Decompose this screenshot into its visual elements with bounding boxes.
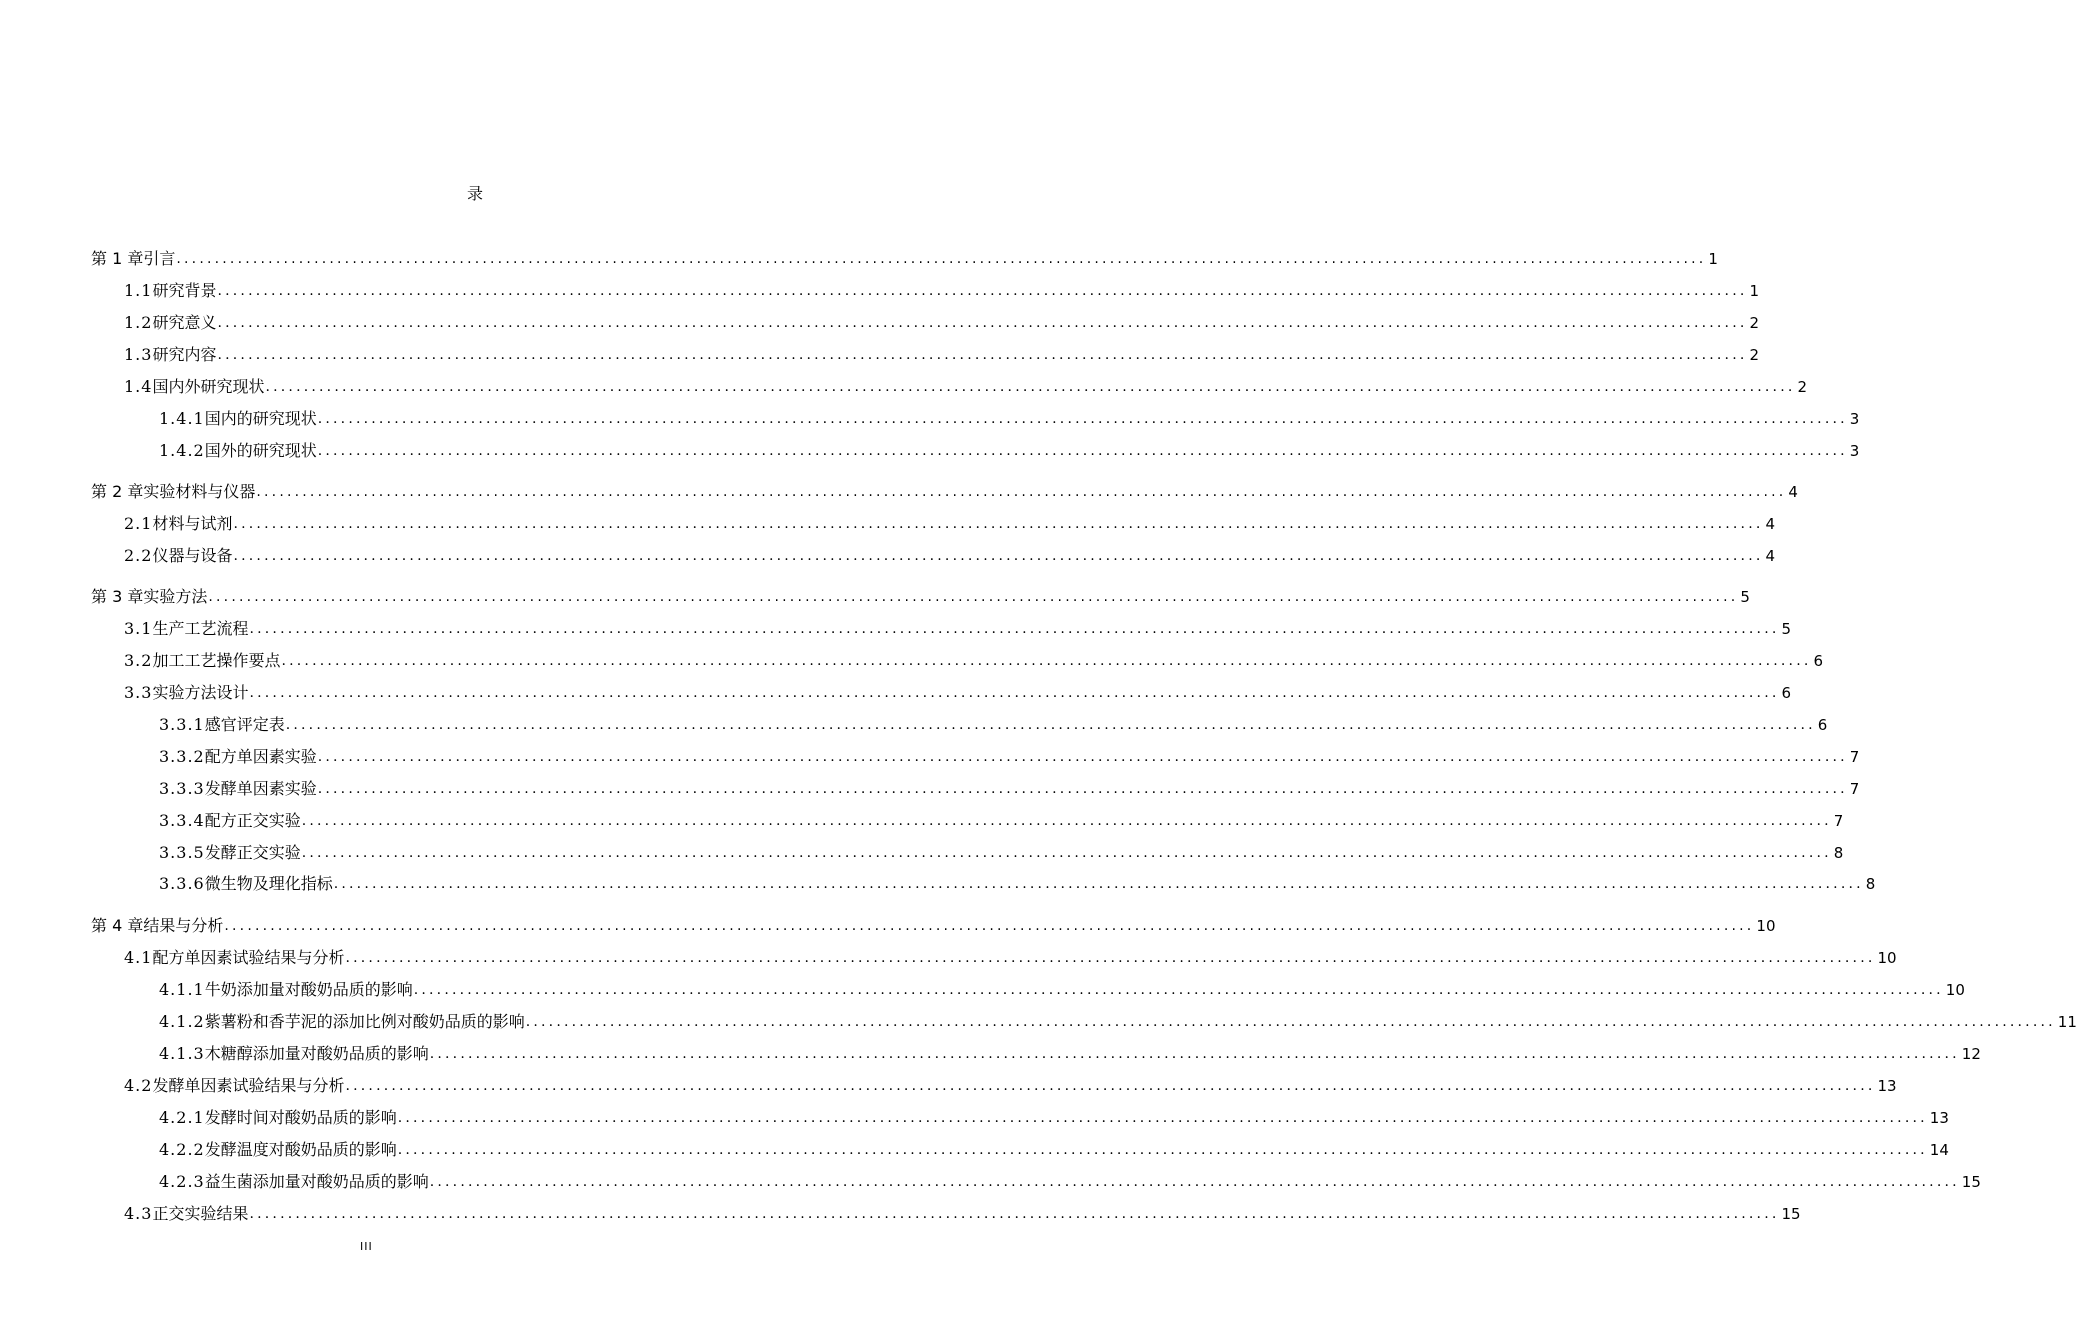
toc-entry-title: 发酵单因素试验结果与分析 — [152, 1076, 345, 1095]
toc-entry[interactable] — [159, 1171, 1981, 1193]
toc-entry-number: 第 2 章 — [91, 482, 144, 501]
toc-entry-page: 8 — [1833, 844, 1844, 862]
toc-entry-number: 3.3 — [124, 683, 153, 702]
toc-entry[interactable] — [159, 1011, 2077, 1033]
toc-entry-title: 发酵正交实验 — [204, 843, 301, 862]
toc-entry-page: 4 — [1765, 547, 1776, 565]
dot-leader: ........................................................................................................................................................................................................ — [429, 1174, 1960, 1190]
toc-entry-page: 1 — [1749, 282, 1760, 300]
toc-entry-title: 国内外研究现状 — [152, 377, 265, 396]
toc-entry-title: 正交实验结果 — [152, 1204, 249, 1223]
dot-leader: ........................................................................................................................................................................................................ — [317, 749, 1848, 765]
toc-entry-number: 1.4.1 — [159, 409, 205, 428]
toc-entry[interactable] — [124, 1075, 1897, 1097]
toc-entry-number: 3.1 — [124, 619, 153, 638]
toc-entry-title: 感官评定表 — [204, 715, 285, 734]
dot-leader: ........................................................................................................................................................................................................ — [429, 1046, 1960, 1062]
toc-entry-page: 6 — [1817, 716, 1828, 734]
toc-entry-page: 15 — [1961, 1173, 1981, 1191]
toc-entry[interactable] — [159, 408, 1860, 430]
toc-entry-number: 2.2 — [124, 546, 153, 565]
toc-entry-number: 3.3.5 — [159, 843, 205, 862]
toc-entry[interactable] — [159, 1139, 1949, 1161]
dot-leader: ........................................................................................................................................................................................................ — [256, 484, 1787, 500]
toc-entry-number: 第 4 章 — [91, 916, 144, 935]
toc-entry-page: 4 — [1788, 483, 1798, 501]
toc-entry-title: 结果与分析 — [143, 916, 224, 935]
toc-entry[interactable] — [159, 1107, 1949, 1129]
toc-entry[interactable] — [159, 778, 1860, 800]
toc-entry[interactable] — [124, 545, 1776, 567]
toc-entry-title: 研究背景 — [152, 281, 217, 300]
toc-entry[interactable] — [159, 746, 1860, 768]
toc-entry-title: 引言 — [143, 249, 176, 268]
toc-entry-page: 1 — [1708, 250, 1718, 268]
toc-entry[interactable] — [159, 810, 1844, 832]
toc-entry-title: 实验方法 — [143, 587, 208, 606]
dot-leader: ........................................................................................................................................................................................................ — [301, 845, 1832, 861]
toc-entry-title: 研究内容 — [152, 345, 217, 364]
toc-entry-number: 3.3.1 — [159, 715, 205, 734]
toc-entry-page: 13 — [1929, 1109, 1949, 1127]
dot-leader: ........................................................................................................................................................................................................ — [217, 283, 1748, 299]
toc-entry-page: 2 — [1749, 314, 1760, 332]
toc-entry-number: 3.2 — [124, 651, 153, 670]
toc-entry-page: 2 — [1749, 346, 1760, 364]
toc-entry-page: 10 — [1756, 917, 1776, 935]
toc-entry-page: 6 — [1781, 684, 1792, 702]
toc-entry[interactable] — [124, 280, 1760, 302]
toc-entry[interactable] — [159, 842, 1844, 864]
toc-entry[interactable] — [124, 312, 1760, 334]
toc-entry-page: 6 — [1813, 652, 1824, 670]
toc-entry-title: 木糖醇添加量对酸奶品质的影响 — [204, 1044, 429, 1063]
toc-entry[interactable] — [124, 682, 1792, 704]
toc-entry[interactable] — [124, 650, 1824, 672]
toc-entry-title: 加工工艺操作要点 — [152, 651, 281, 670]
toc-entry-title: 配方单因素试验结果与分析 — [152, 948, 345, 967]
toc-entry-page: 4 — [1765, 515, 1776, 533]
dot-leader: ........................................................................................................................................................................................................ — [285, 717, 1816, 733]
toc-entry[interactable] — [124, 1203, 1801, 1225]
toc-entry[interactable] — [124, 947, 1897, 969]
dot-leader: ........................................................................................................................................................................................................ — [397, 1110, 1928, 1126]
toc-entry-number: 1.1 — [124, 281, 153, 300]
dot-leader: ........................................................................................................................................................................................................ — [345, 1078, 1876, 1094]
toc-entry-number: 4.2.3 — [159, 1172, 205, 1191]
dot-leader: ........................................................................................................................................................................................................ — [281, 653, 1812, 669]
toc-entry-number: 4.2.1 — [159, 1108, 205, 1127]
toc-entry-number: 3.3.2 — [159, 747, 205, 766]
toc-entry[interactable] — [91, 586, 1750, 608]
toc-entry-page: 3 — [1849, 410, 1860, 428]
toc-entry-number: 3.3.6 — [159, 874, 205, 893]
toc-entry[interactable] — [124, 376, 1808, 398]
dot-leader: ........................................................................................................................................................................................................ — [233, 548, 1764, 564]
toc-entry-title: 国外的研究现状 — [204, 441, 317, 460]
toc-entry-number: 3.3.3 — [159, 779, 205, 798]
toc-entry-title: 材料与试剂 — [152, 514, 233, 533]
dot-leader: ........................................................................................................................................................................................................ — [397, 1142, 1928, 1158]
dot-leader: ........................................................................................................................................................................................................ — [317, 443, 1848, 459]
toc-entry-title: 发酵单因素实验 — [204, 779, 317, 798]
toc-entry-title: 微生物及理化指标 — [204, 874, 333, 893]
toc-entry-title: 实验方法设计 — [152, 683, 249, 702]
toc-entry-title: 牛奶添加量对酸奶品质的影响 — [204, 980, 413, 999]
toc-entry-title: 国内的研究现状 — [204, 409, 317, 428]
dot-leader: ........................................................................................................................................................................................................ — [345, 950, 1876, 966]
toc-entry-number: 3.3.4 — [159, 811, 205, 830]
toc-entry-page: 10 — [1945, 981, 1965, 999]
dot-leader: ........................................................................................................................................................................................................ — [265, 379, 1796, 395]
dot-leader: ........................................................................................................................................................................................................ — [217, 347, 1748, 363]
dot-leader: ........................................................................................................................................................................................................ — [317, 781, 1848, 797]
page-number-footer: III — [360, 1240, 373, 1253]
toc-heading: 录 — [466, 184, 483, 203]
dot-leader: ........................................................................................................................................................................................................ — [301, 813, 1832, 829]
toc-entry-page: 3 — [1849, 442, 1860, 460]
toc-entry-title: 发酵时间对酸奶品质的影响 — [204, 1108, 397, 1127]
toc-entry[interactable] — [91, 248, 1718, 270]
toc-entry-page: 5 — [1740, 588, 1750, 606]
toc-entry-title: 实验材料与仪器 — [143, 482, 256, 501]
toc-entry-number: 1.3 — [124, 345, 153, 364]
dot-leader: ........................................................................................................................................................................................................ — [249, 621, 1780, 637]
toc-entry-number: 4.1.3 — [159, 1044, 205, 1063]
toc-entry-number: 4.2.2 — [159, 1140, 205, 1159]
toc-entry-title: 配方单因素实验 — [204, 747, 317, 766]
toc-entry-page: 11 — [2057, 1013, 2077, 1031]
toc-entry[interactable] — [159, 1043, 1981, 1065]
toc-entry-page: 12 — [1961, 1045, 1981, 1063]
toc-entry-number: 1.2 — [124, 313, 153, 332]
toc-entry-page: 8 — [1865, 875, 1876, 893]
toc-entry-page: 7 — [1833, 812, 1844, 830]
toc-entry-page: 7 — [1849, 780, 1860, 798]
toc-entry-number: 1.4 — [124, 377, 153, 396]
toc-entry-title: 研究意义 — [152, 313, 217, 332]
toc-entry-number: 第 3 章 — [91, 587, 144, 606]
toc-entry-number: 4.3 — [124, 1204, 153, 1223]
toc-entry-page: 2 — [1797, 378, 1808, 396]
toc-entry-page: 7 — [1849, 748, 1860, 766]
toc-entry[interactable] — [124, 513, 1776, 535]
toc-entry-number: 第 1 章 — [91, 249, 144, 268]
dot-leader: ........................................................................................................................................................................................................ — [317, 411, 1848, 427]
toc-entry[interactable] — [124, 618, 1792, 640]
dot-leader: ........................................................................................................................................................................................................ — [413, 982, 1944, 998]
toc-entry-title: 仪器与设备 — [152, 546, 233, 565]
toc-entry-number: 4.2 — [124, 1076, 153, 1095]
toc-entry-page: 10 — [1877, 949, 1897, 967]
toc-entry-title: 益生菌添加量对酸奶品质的影响 — [204, 1172, 429, 1191]
toc-entry-page: 5 — [1781, 620, 1792, 638]
toc-entry-number: 4.1.1 — [159, 980, 205, 999]
dot-leader: ........................................................................................................................................................................................................ — [176, 251, 1707, 267]
toc-entry[interactable] — [159, 714, 1828, 736]
toc-entry-title: 发酵温度对酸奶品质的影响 — [204, 1140, 397, 1159]
toc-entry[interactable] — [124, 344, 1760, 366]
dot-leader: ........................................................................................................................................................................................................ — [217, 315, 1748, 331]
dot-leader: ........................................................................................................................................................................................................ — [249, 1206, 1780, 1222]
toc-entry-number: 4.1 — [124, 948, 153, 967]
toc-entry-number: 2.1 — [124, 514, 153, 533]
toc-entry[interactable] — [159, 440, 1860, 462]
toc-entry[interactable] — [159, 979, 1965, 1001]
toc-entry[interactable] — [91, 481, 1798, 503]
toc-entry-title: 生产工艺流程 — [152, 619, 249, 638]
dot-leader: ........................................................................................................................................................................................................ — [224, 918, 1755, 934]
toc-entry-page: 14 — [1929, 1141, 1949, 1159]
dot-leader: ........................................................................................................................................................................................................ — [208, 589, 1739, 605]
toc-entry-number: 1.4.2 — [159, 441, 205, 460]
toc-entry-page: 15 — [1781, 1205, 1801, 1223]
toc-entry-number: 4.1.2 — [159, 1012, 205, 1031]
toc-entry-title: 配方正交实验 — [204, 811, 301, 830]
toc-entry-title: 紫薯粉和香芋泥的添加比例对酸奶品质的影响 — [204, 1012, 525, 1031]
toc-entry-page: 13 — [1877, 1077, 1897, 1095]
dot-leader: ........................................................................................................................................................................................................ — [333, 876, 1864, 892]
dot-leader: ........................................................................................................................................................................................................ — [525, 1014, 2056, 1030]
dot-leader: ........................................................................................................................................................................................................ — [233, 516, 1764, 532]
toc-entry[interactable] — [159, 873, 1876, 895]
dot-leader: ........................................................................................................................................................................................................ — [249, 685, 1780, 701]
toc-entry[interactable] — [91, 915, 1776, 937]
